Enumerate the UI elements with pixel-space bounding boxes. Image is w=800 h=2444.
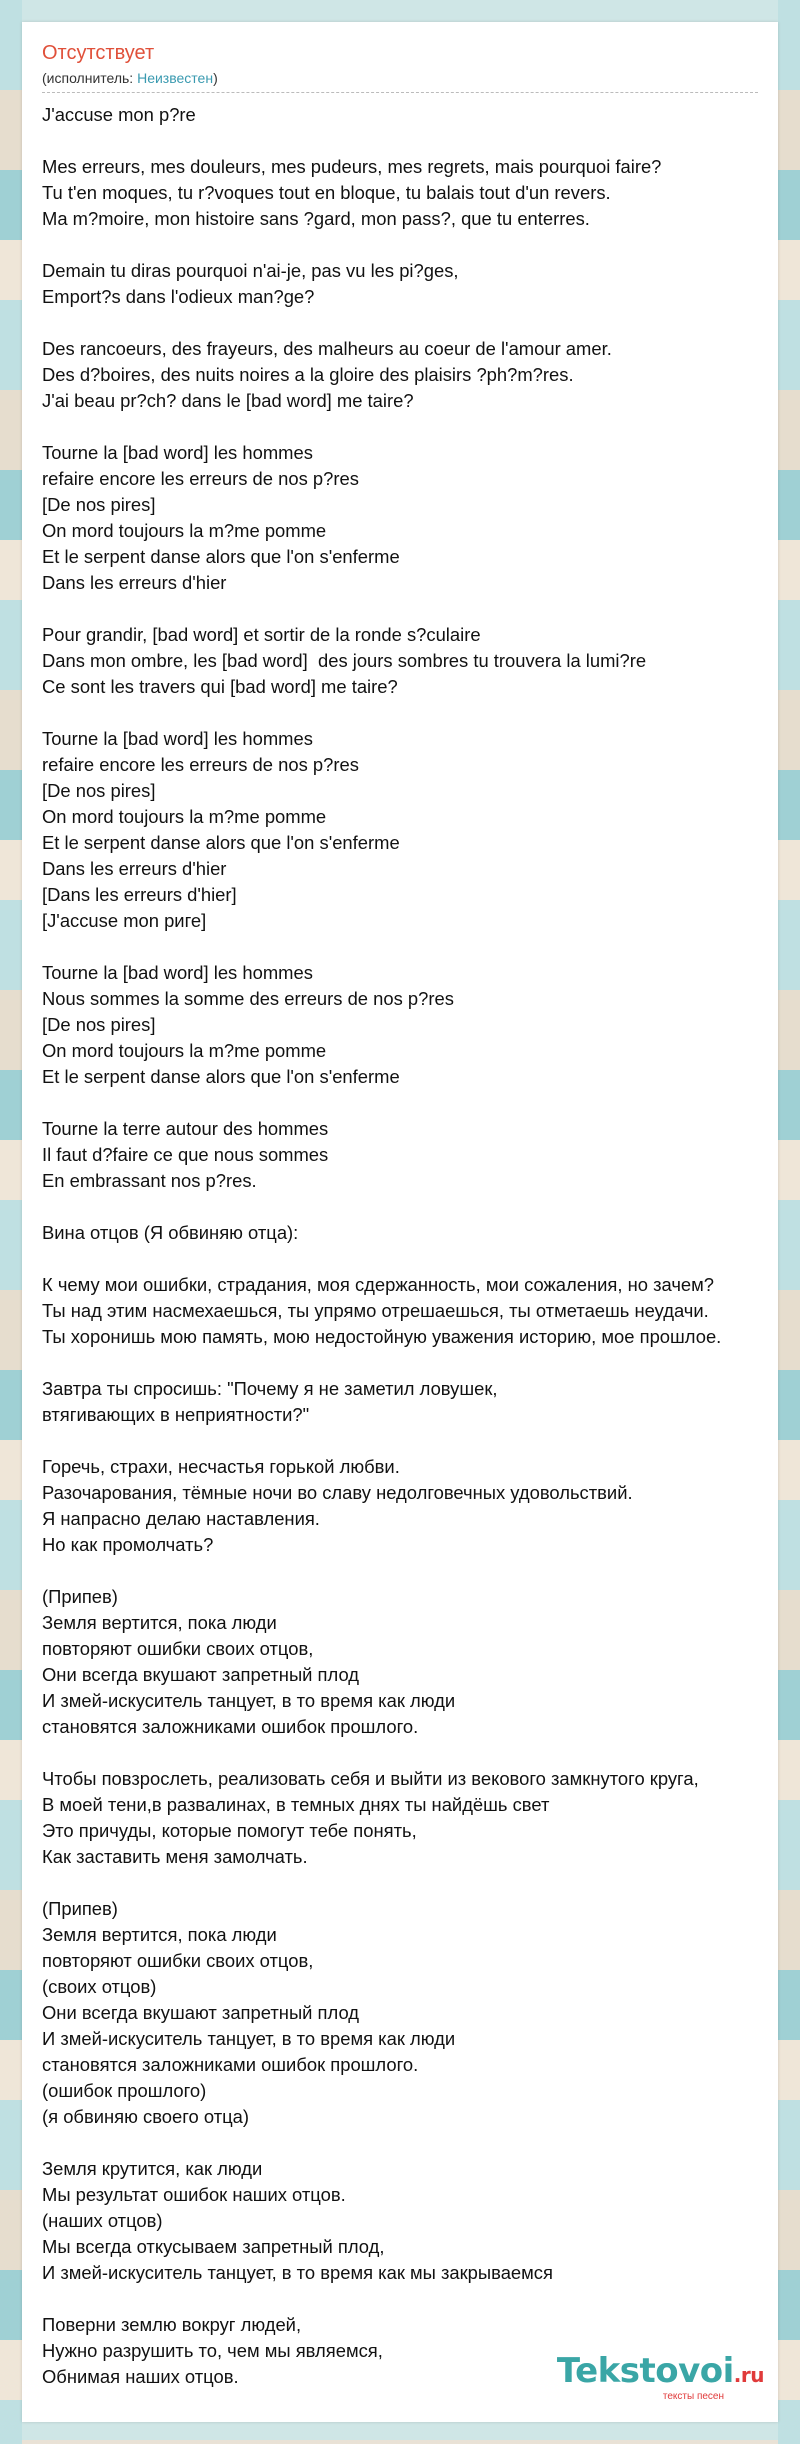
lyric-line: Tourne la terre autour des hommes bbox=[42, 1118, 329, 1139]
lyric-line: (Припев) bbox=[42, 1586, 118, 1607]
lyric-line bbox=[42, 414, 782, 440]
lyric-line: Tourne la [bad word] les hommes bbox=[42, 728, 313, 749]
lyric-line: втягивающих в неприятности?" bbox=[42, 1404, 310, 1425]
artist-link[interactable]: Неизвестен bbox=[137, 70, 214, 86]
lyric-line: On mord toujours la m?me pomme bbox=[42, 520, 327, 541]
lyric-line: (Припев) bbox=[42, 1898, 118, 1919]
lyric-line: Ты над этим насмехаешься, ты упрямо отрешаешься, ты отметаешь неудачи. bbox=[42, 1300, 709, 1321]
lyric-line bbox=[42, 596, 782, 622]
lyric-line: Des d?boires, des nuits noires a la gloire des plaisirs ?ph?m?res. bbox=[42, 364, 574, 385]
lyric-line: [J'accuse mon риге] bbox=[42, 910, 207, 931]
meta-suffix: ) bbox=[213, 70, 218, 86]
lyric-line: И змей-искуситель танцует, в то время как люди bbox=[42, 2028, 456, 2049]
lyric-line: Des rancoeurs, des frayeurs, des malheurs au coeur de l'amour amer. bbox=[42, 338, 612, 359]
lyric-line: J'ai beau pr?ch? dans le [bad word] me taire? bbox=[42, 390, 414, 411]
lyric-line: И змей-искуситель танцует, в то время как люди bbox=[42, 1690, 456, 1711]
lyric-line bbox=[42, 2286, 782, 2312]
lyric-line: Земля вертится, пока люди bbox=[42, 1924, 277, 1945]
lyric-line: Земля крутится, как люди bbox=[42, 2158, 263, 2179]
lyric-line: Мы результат ошибок наших отцов. bbox=[42, 2184, 346, 2205]
lyric-line: (ошибок прошлого) bbox=[42, 2080, 207, 2101]
lyric-line: [De nos pires] bbox=[42, 494, 156, 515]
lyric-line: J'accuse mon p?re bbox=[42, 104, 196, 125]
song-title: Отсутствует bbox=[42, 42, 155, 64]
song-meta bbox=[42, 70, 218, 86]
lyric-line: Как заставить меня замолчать. bbox=[42, 1846, 308, 1867]
lyric-line bbox=[42, 1428, 782, 1454]
lyric-line bbox=[42, 2130, 782, 2156]
lyric-line: Вина отцов (Я обвиняю отца): bbox=[42, 1222, 299, 1243]
lyric-line: (своих отцов) bbox=[42, 1976, 157, 1997]
lyric-line: Ma m?moire, mon histoire sans ?gard, mon pass?, que tu enterres. bbox=[42, 208, 590, 229]
lyric-line: Dans mon ombre, les [bad word] des jours sombres tu trouvera la lumi?re bbox=[42, 650, 647, 671]
lyric-line: повторяют ошибки своих отцов, bbox=[42, 1638, 314, 1659]
lyric-line: Поверни землю вокруг людей, bbox=[42, 2314, 302, 2335]
lyric-line bbox=[42, 1246, 782, 1272]
lyric-line bbox=[42, 128, 782, 154]
lyric-line bbox=[42, 1870, 782, 1896]
lyric-line: Ты хоронишь мою память, мою недостойную уважения историю, мое прошлое. bbox=[42, 1326, 722, 1347]
lyric-line: [Dans les erreurs d'hier] bbox=[42, 884, 237, 905]
lyric-line: On mord toujours la m?me pomme bbox=[42, 1040, 327, 1061]
lyric-line bbox=[42, 232, 782, 258]
lyric-line: становятся заложниками ошибок прошлого. bbox=[42, 2054, 419, 2075]
lyric-line: refaire encore les erreurs de nos p?res bbox=[42, 468, 359, 489]
lyric-line: Tourne la [bad word] les hommes bbox=[42, 442, 313, 463]
background-stripe-left bbox=[0, 0, 22, 2444]
lyric-line: refaire encore les erreurs de nos p?res bbox=[42, 754, 359, 775]
lyric-line: Я напрасно делаю наставления. bbox=[42, 1508, 320, 1529]
lyric-line: Это причуды, которые помогут тебе понять, bbox=[42, 1820, 417, 1841]
lyric-line: Et le serpent danse alors que l'on s'enferme bbox=[42, 1066, 400, 1087]
lyric-line bbox=[42, 1090, 782, 1116]
lyric-line: становятся заложниками ошибок прошлого. bbox=[42, 1716, 419, 1737]
lyric-line: Разочарования, тёмные ночи во славу недолговечных удовольствий. bbox=[42, 1482, 633, 1503]
lyric-line: Nous sommes la somme des erreurs de nos p?res bbox=[42, 988, 454, 1009]
lyric-line: Tu t'en moques, tu r?voques tout en bloque, tu balais tout d'un revers. bbox=[42, 182, 611, 203]
lyric-line: Dans les erreurs d'hier bbox=[42, 572, 227, 593]
lyric-line: Чтобы повзрослеть, реализовать себя и выйти из векового замкнутого круга, bbox=[42, 1768, 699, 1789]
lyric-line: Нужно разрушить то, чем мы являемся, bbox=[42, 2340, 383, 2361]
lyric-line: On mord toujours la m?me pomme bbox=[42, 806, 327, 827]
lyric-line: [De nos pires] bbox=[42, 1014, 156, 1035]
logo-wordmark: Tekstovoi.ru bbox=[556, 2351, 764, 2391]
lyric-line: Tourne la [bad word] les hommes bbox=[42, 962, 313, 983]
site-logo[interactable] bbox=[557, 2353, 764, 2402]
lyric-line: Горечь, страхи, несчастья горькой любви. bbox=[42, 1456, 400, 1477]
lyric-line: Pour grandir, [bad word] et sortir de la ronde s?culaire bbox=[42, 624, 481, 645]
lyric-line: Et le serpent danse alors que l'on s'enferme bbox=[42, 832, 400, 853]
lyric-line: Mes erreurs, mes douleurs, mes pudeurs, mes regrets, mais pourquoi faire? bbox=[42, 156, 662, 177]
lyric-line: В моей тени,в развалинах, в темных днях ты найдёшь свет bbox=[42, 1794, 550, 1815]
lyric-line: Demain tu diras pourquoi n'ai-je, pas vu les pi?ges, bbox=[42, 260, 459, 281]
lyric-line: Ce sont les travers qui [bad word] me taire? bbox=[42, 676, 398, 697]
lyrics-text bbox=[42, 102, 782, 2390]
lyric-line: Мы всегда откусываем запретный плод, bbox=[42, 2236, 385, 2257]
meta-prefix: (исполнитель: bbox=[42, 70, 138, 86]
lyric-line: Emport?s dans l'odieux man?ge? bbox=[42, 286, 315, 307]
lyric-line: повторяют ошибки своих отцов, bbox=[42, 1950, 314, 1971]
lyric-line: Но как промолчать? bbox=[42, 1534, 214, 1555]
lyric-line bbox=[42, 1194, 782, 1220]
lyrics-card bbox=[22, 22, 778, 2422]
lyric-line: Земля вертится, пока люди bbox=[42, 1612, 277, 1633]
lyric-line: Et le serpent danse alors que l'on s'enferme bbox=[42, 546, 400, 567]
lyric-line: Завтра ты спросишь: "Почему я не заметил ловушек, bbox=[42, 1378, 498, 1399]
lyric-line: Обнимая наших отцов. bbox=[42, 2366, 239, 2387]
lyric-line: И змей-искуситель танцует, в то время как мы закрываемся bbox=[42, 2262, 553, 2283]
lyric-line bbox=[42, 1350, 782, 1376]
lyric-line bbox=[42, 1740, 782, 1766]
lyric-line: (я обвиняю своего отца) bbox=[42, 2106, 250, 2127]
lyric-line bbox=[42, 934, 782, 960]
lyric-line: К чему мои ошибки, страдания, моя сдержанность, мои сожаления, но зачем? bbox=[42, 1274, 715, 1295]
lyric-line: Dans les erreurs d'hier bbox=[42, 858, 227, 879]
lyric-line bbox=[42, 1558, 782, 1584]
lyric-line: En embrassant nos p?res. bbox=[42, 1170, 257, 1191]
lyric-line: (наших отцов) bbox=[42, 2210, 163, 2231]
lyric-line: Они всегда вкушают запретный плод bbox=[42, 1664, 359, 1685]
logo-tagline: тексты песен bbox=[662, 2391, 724, 2402]
lyric-line bbox=[42, 310, 782, 336]
lyric-line: Il faut d?faire ce que nous sommes bbox=[42, 1144, 329, 1165]
lyric-line: [De nos pires] bbox=[42, 780, 156, 801]
title-divider bbox=[42, 92, 758, 93]
lyric-line bbox=[42, 700, 782, 726]
lyric-line: Они всегда вкушают запретный плод bbox=[42, 2002, 359, 2023]
